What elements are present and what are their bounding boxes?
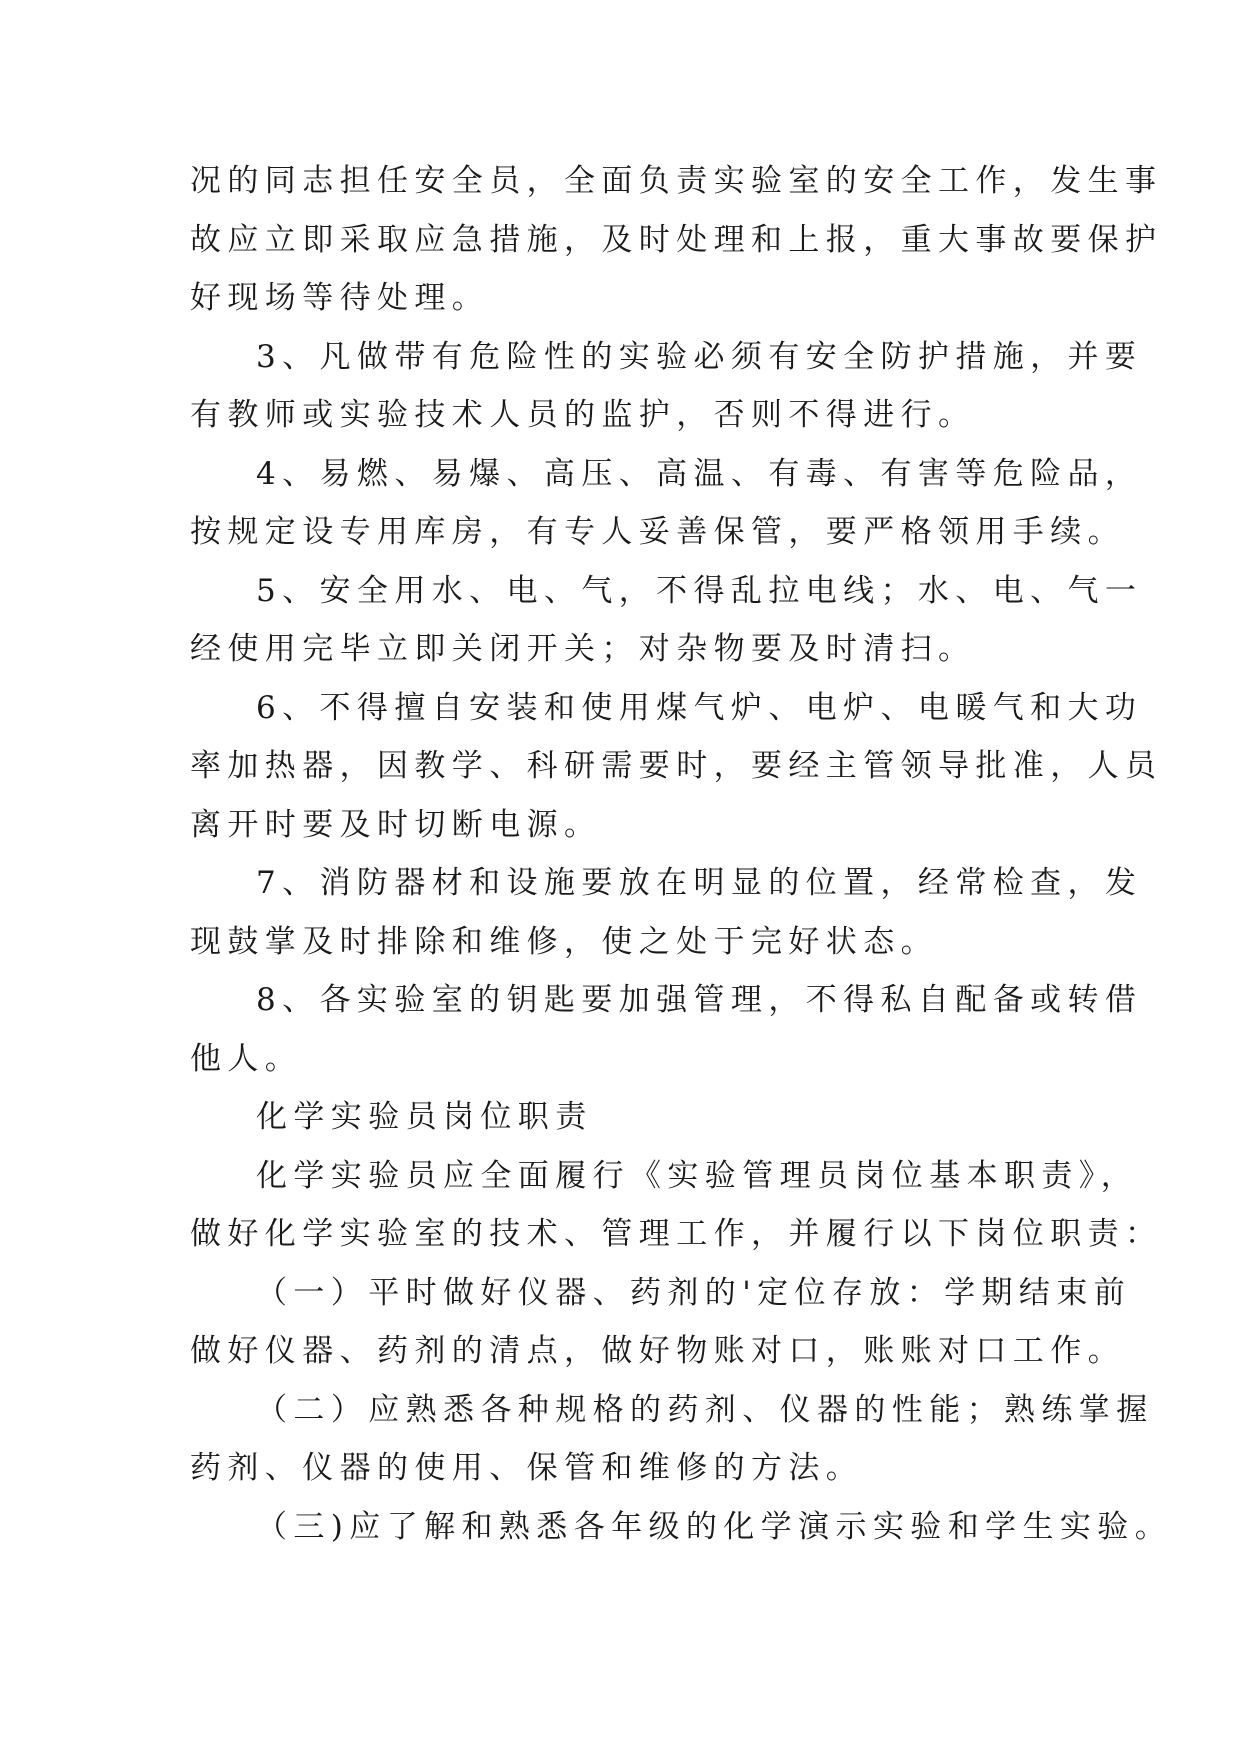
text-line: 离开时要及时切断电源。: [190, 806, 602, 843]
section-heading: 化学实验员岗位职责: [256, 1099, 593, 1135]
text-line: 他人。: [190, 1040, 303, 1077]
text-line-item-6: 6、不得擅自安装和使用煤气炉、电炉、电暖气和大功: [256, 689, 1143, 726]
text-line: 况的同志担任安全员，全面负责实验室的安全工作，发生事: [190, 163, 1163, 199]
text-line: 做好化学实验室的技术、管理工作，并履行以下岗位职责：: [190, 1216, 1163, 1252]
text-line-sub-1: （一）平时做好仪器、药剂的'定位存放：学期结束前: [256, 1274, 1132, 1311]
text-line: 经使用完毕立即关闭开关；对杂物要及时清扫。: [190, 631, 976, 667]
text-line-item-4: 4、易燃、易爆、高压、高温、有毒、有害等危险品，: [256, 455, 1143, 492]
text-line: 故应立即采取应急措施，及时处理和上报，重大事故要保护: [190, 221, 1163, 258]
text-line-sub-3: （三)应了解和熟悉各年级的化学演示实验和学生实验。: [256, 1508, 1173, 1545]
text-line: 药剂、仪器的使用、保管和维修的方法。: [190, 1450, 864, 1486]
text-line: 现鼓掌及时排除和维修，使之处于完好状态。: [190, 923, 938, 960]
text-line: 好现场等待处理。: [190, 280, 490, 316]
text-line: 化学实验员应全面履行《实验管理员岗位基本职责》，: [256, 1157, 1139, 1194]
text-line-item-3: 3、凡做带有危险性的实验必须有安全防护措施，并要: [256, 338, 1143, 375]
text-line-sub-2: （二）应熟悉各种规格的药剂、仪器的性能；熟练掌握: [256, 1391, 1154, 1428]
text-line-item-8: 8、各实验室的钥匙要加强管理，不得私自配备或转借: [256, 982, 1143, 1018]
text-line: 做好仪器、药剂的清点，做好物账对口，账账对口工作。: [190, 1333, 1125, 1369]
text-line: 按规定设专用库房，有专人妥善保管，要严格领用手续。: [190, 514, 1125, 550]
document-body: [190, 152, 1173, 1556]
text-line: 有教师或实验技术人员的监护，否则不得进行。: [190, 397, 976, 433]
text-line-item-5: 5、安全用水、电、气，不得乱拉电线；水、电、气一: [256, 572, 1143, 609]
text-line-item-7: 7、消防器材和设施要放在明显的位置，经常检查，发: [256, 865, 1143, 901]
text-line: 率加热器，因教学、科研需要时，要经主管领导批准，人员: [190, 748, 1163, 784]
